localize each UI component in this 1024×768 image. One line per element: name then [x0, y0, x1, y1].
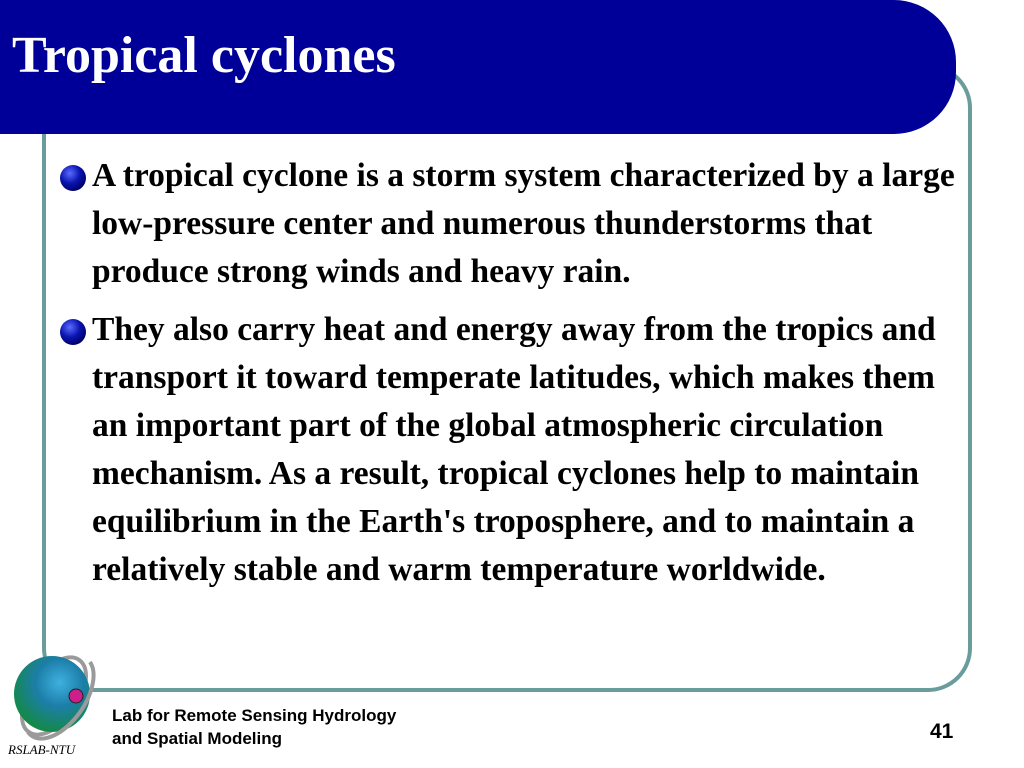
lab-name-line1: Lab for Remote Sensing Hydrology — [112, 706, 397, 725]
bullet-text: A tropical cyclone is a storm system characterized by a large low-pressure center and numerous thunderstorms that produce strong winds and heavy rain. — [92, 157, 955, 290]
page-number: 41 — [930, 720, 954, 743]
bullet-list — [56, 152, 976, 604]
bullet-dot-icon — [58, 163, 88, 193]
logo-caption: RSLAB-NTU — [8, 742, 76, 757]
bullet-item — [56, 306, 976, 594]
bullet-dot-icon — [58, 317, 88, 347]
globe-logo-icon — [4, 640, 104, 748]
lab-name — [112, 704, 396, 750]
bullet-text: They also carry heat and energy away from the tropics and transport it toward temperate latitudes, which makes them an important part of the global atmospheric circulation mechanism. As a result, tropical cyclones help to maintain equilibrium in the Earth's troposphere, and to maintain a relatively stable and warm temperature worldwide. — [92, 311, 936, 588]
bullet-item — [56, 152, 976, 296]
lab-name-line2: and Spatial Modeling — [112, 729, 283, 748]
title-bar — [0, 0, 956, 134]
slide-title: Tropical cyclones — [12, 27, 396, 84]
